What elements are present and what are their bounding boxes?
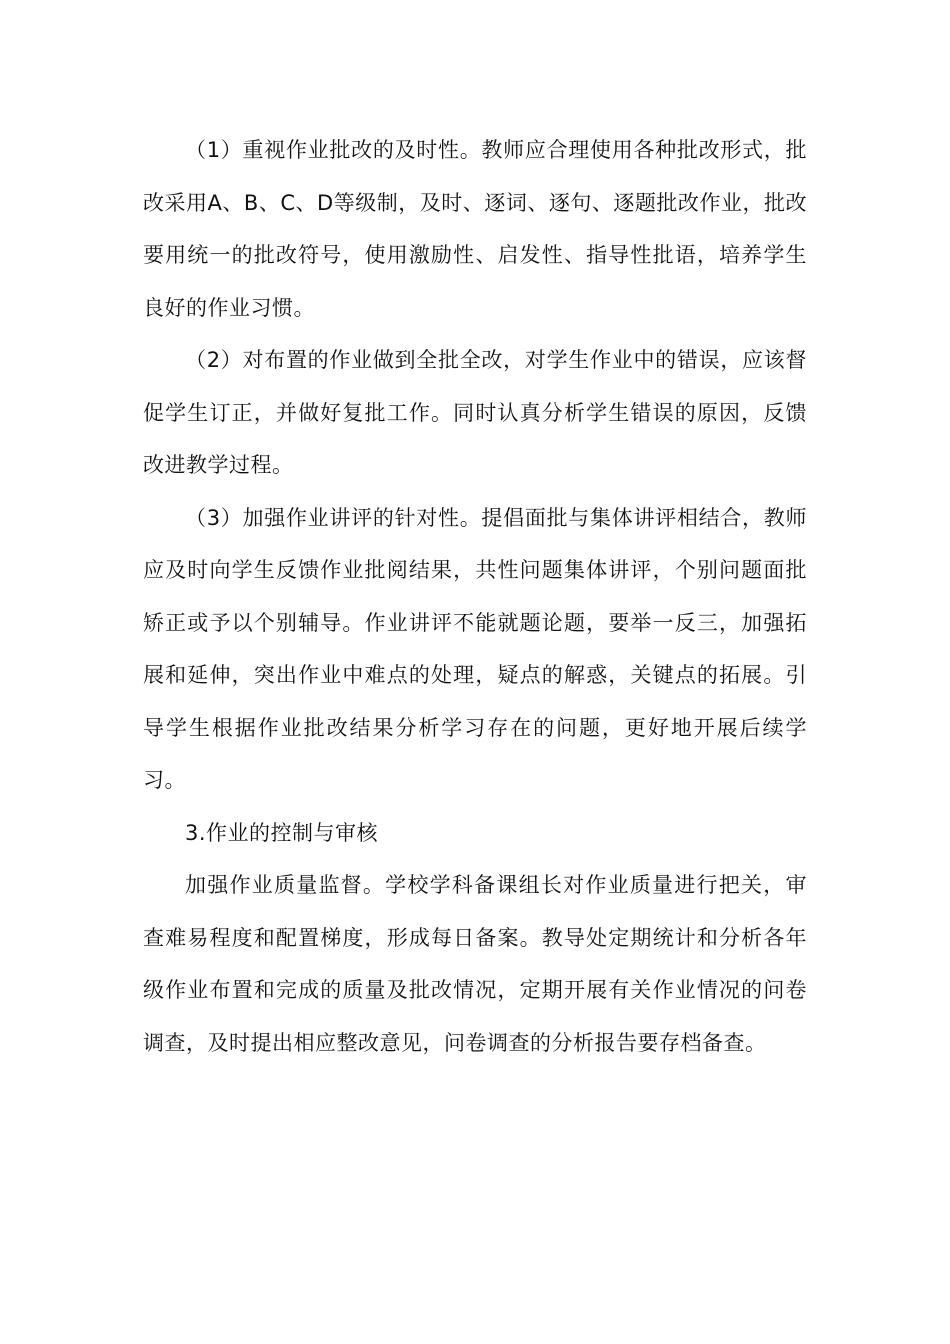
paragraph-homework-review: （3）加强作业讲评的针对性。提倡面批与集体讲评相结合，教师应及时向学生反馈作业批阅结果，共性问题集体讲评，个别问题面批矫正或予以个别辅导。作业讲评不能就题论题，要举一反三，加强拓展和延伸，突出作业中难点的处理，疑点的解惑，关键点的拓展。引导学生根据作业批改结果分析学习存在的问题，更好地开展后续学习。 [143, 505, 807, 792]
paragraph-grading-timeliness: （1）重视作业批改的及时性。教师应合理使用各种批改形式，批改采用A、B、C、D等级制，及时、逐词、逐句、逐题批改作业，批改要用统一的批改符号，使用激励性、启发性、指导性批语，培养学生良好的作业习惯。 [143, 138, 807, 320]
document-body [143, 124, 807, 1069]
section-heading: 3.作业的控制与审核 [185, 820, 379, 845]
paragraph-full-grading: （2）对布置的作业做到全批全改，对学生作业中的错误，应该督促学生订正，并做好复批工作。同时认真分析学生错误的原因，反馈改进教学过程。 [143, 348, 807, 477]
paragraph-quality-supervision: 加强作业质量监督。学校学科备课组长对作业质量进行把关，审查难易程度和配置梯度，形成每日备案。教导处定期统计和分析各年级作业布置和完成的质量及批改情况，定期开展有关作业情况的问卷调查，及时提出相应整改意见，问卷调查的分析报告要存档备查。 [143, 873, 807, 1055]
